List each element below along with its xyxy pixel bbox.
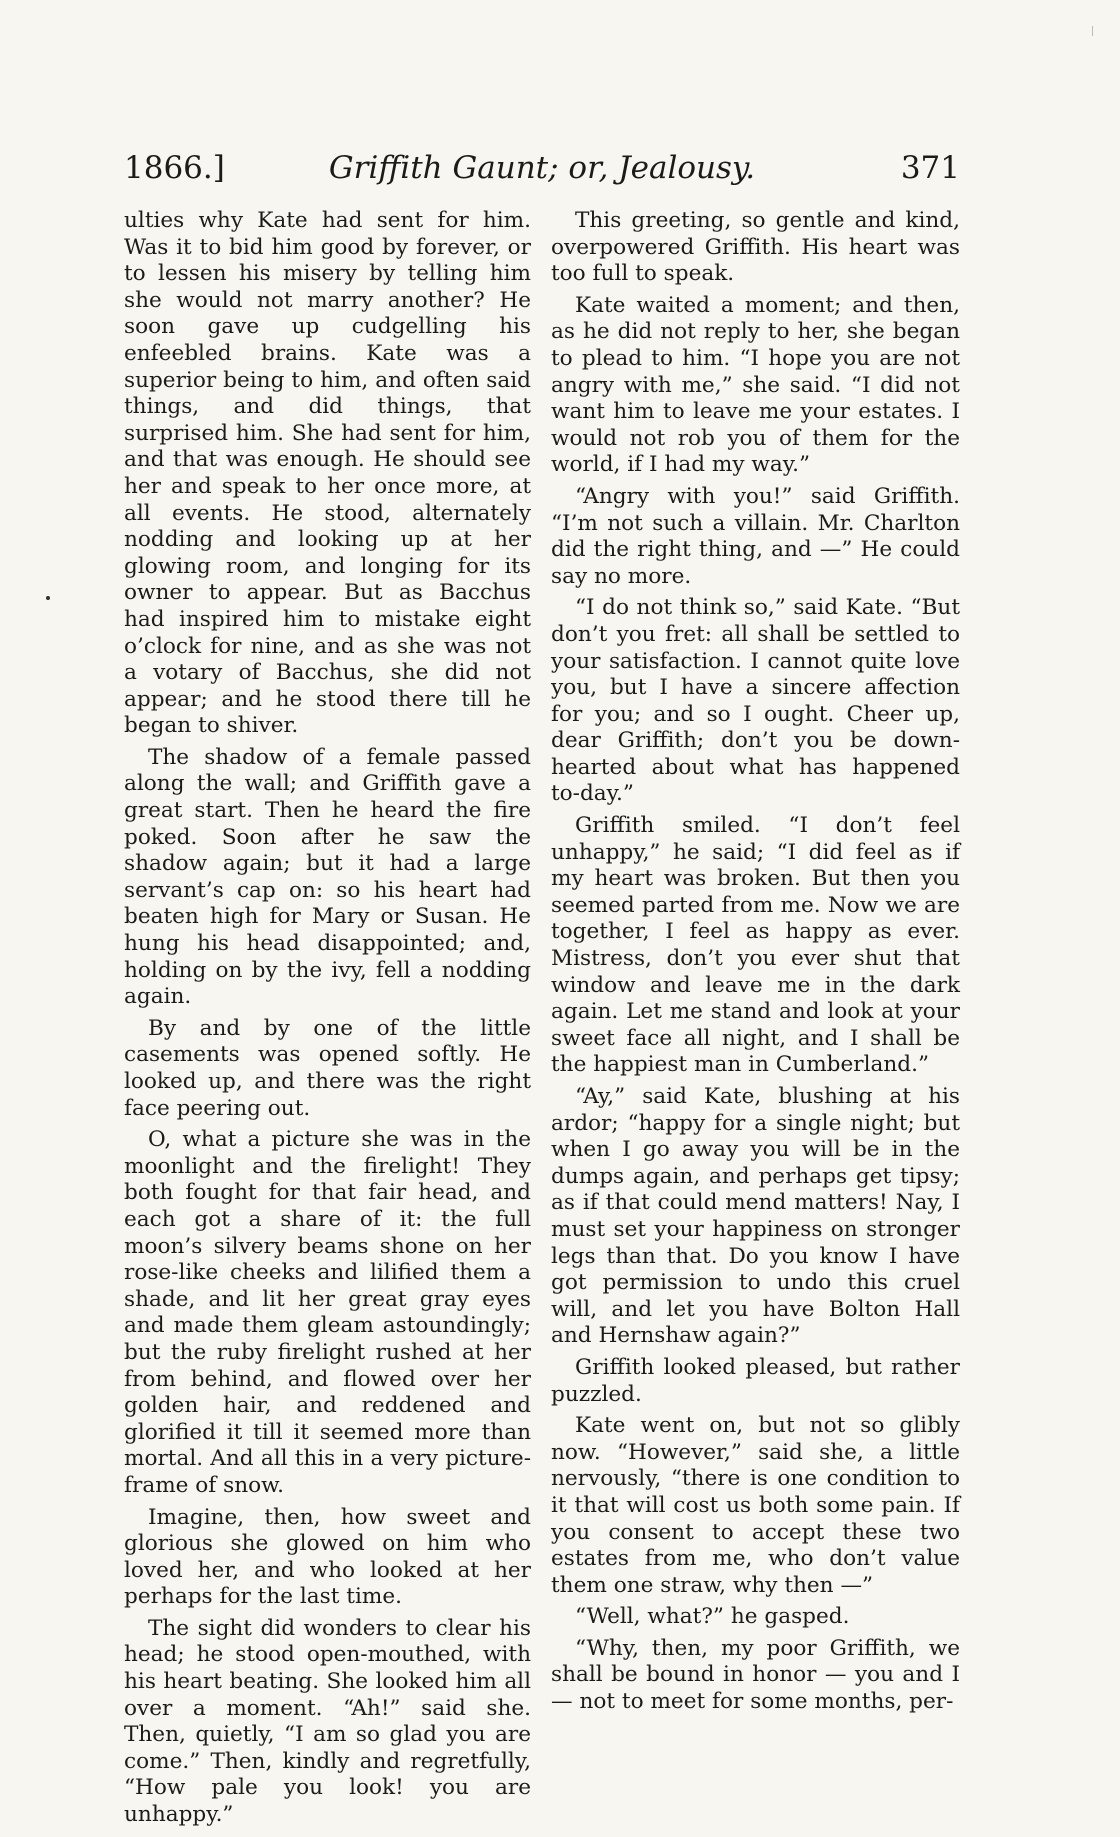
header-title: Griffith Gaunt; or, Jealousy.: [328, 150, 756, 186]
left-column: [124, 208, 531, 1829]
paragraph: ulties why Kate had sent for him. Was it to bid him good by forever, or to lessen his misery by telling him she would not marry another? He soon gave up cudgelling his enfeebled brains. Kate was a superior being to him, and often said things, and did things, that surprised him. She had sent for him, and that was enough. He should see her and speak to her once more, at all events. He stood, alternately nodding and looking up at her glowing room, and longing for its owner to appear. But as Bacchus had inspired him to mistake eight o’clock for nine, and as she was not a votary of Bacchus, she did not appear; and he stood there till he began to shiver.: [124, 208, 531, 739]
right-column: [551, 208, 960, 1716]
paragraph: “Why, then, my poor Griffith, we shall be bound in honor — you and I — not to meet for some months, per-: [551, 1635, 960, 1715]
paragraph: Griffith looked pleased, but rather puzzled.: [551, 1354, 960, 1407]
paragraph: “Ay,” said Kate, blushing at his ardor; “happy for a single night; but when I go away you will be in the dumps again, and perhaps get tipsy; as if that could mend matters! Nay, I must set your happiness on stronger legs than that. Do you know I have got permission to undo this cruel will, and let you have Bolton Hall and Hernshaw again?”: [551, 1084, 960, 1349]
margin-mark: [1092, 26, 1093, 36]
header-year: 1866.]: [124, 150, 225, 186]
margin-dot: [46, 596, 50, 600]
paragraph: “Angry with you!” said Griffith. “I’m not such a villain. Mr. Charlton did the right thing, and —” He could say no more.: [551, 483, 960, 589]
paragraph: “Well, what?” he gasped.: [575, 1604, 850, 1630]
paragraph: Griffith smiled. “I don’t feel unhappy,” he said; “I did feel as if my heart was broken. But then you seemed parted from me. Now we are together, I feel as happy as ever. Mistress, don’t you ever shut that window and leave me in the dark again. Let me stand and look at your sweet face all night, and I shall be the happiest man in Cumberland.”: [551, 813, 960, 1078]
paragraph: “I do not think so,” said Kate. “But don’t you fret: all shall be settled to your satisfaction. I cannot quite love you, but I have a sincere affection for you; and so I ought. Cheer up, dear Griffith; don’t you be down-hearted about what has happened to-day.”: [551, 595, 960, 807]
paragraph: The sight did wonders to clear his head; he stood open-mouthed, with his heart beating. She looked him all over a moment. “Ah!” said she. Then, quietly, “I am so glad you are come.” Then, kindly and regretfully, “How pale you look! you are unhappy.”: [124, 1615, 531, 1828]
page-number: 371: [900, 150, 960, 186]
paragraph: By and by one of the little casements was opened softly. He looked up, and there was the right face peering out.: [124, 1015, 531, 1121]
paragraph: Kate waited a moment; and then, as he did not reply to her, she began to plead to him. “I hope you are not angry with me,” she said. “I did not want him to leave me your estates. I would not rob you of them for the world, if I had my way.”: [551, 292, 960, 478]
paragraph: The shadow of a female passed along the wall; and Griffith gave a great start. Then he heard the fire poked. Soon after he saw the shadow again; but it had a large servant’s cap on: so his heart had beaten high for Mary or Susan. He hung his head disappointed; and, holding on by the ivy, fell a nodding again.: [124, 744, 531, 1010]
paragraph: This greeting, so gentle and kind, overpowered Griffith. His heart was too full to speak.: [551, 208, 960, 287]
paragraph: O, what a picture she was in the moonlight and the firelight! They both fought for that fair head, and each got a share of it: the full moon’s silvery beams shone on her rose-like cheeks and lilified them a shade, and lit her great gray eyes and made them gleam astoundingly; but the ruby firelight rushed at her from behind, and flowed over her golden hair, and reddened and glorified it till it seemed more than mortal. And all this in a very picture-frame of snow.: [124, 1127, 531, 1498]
running-header: [124, 150, 960, 200]
paragraph: Imagine, then, how sweet and glorious she glowed on him who loved her, and who looked at her perhaps for the last time.: [124, 1504, 531, 1610]
paragraph: Kate went on, but not so glibly now. “However,” said she, a little nervously, “there is one condition to it that will cost us both some pain. If you consent to accept these two estates from me, who don’t value them one straw, why then —”: [551, 1413, 960, 1598]
